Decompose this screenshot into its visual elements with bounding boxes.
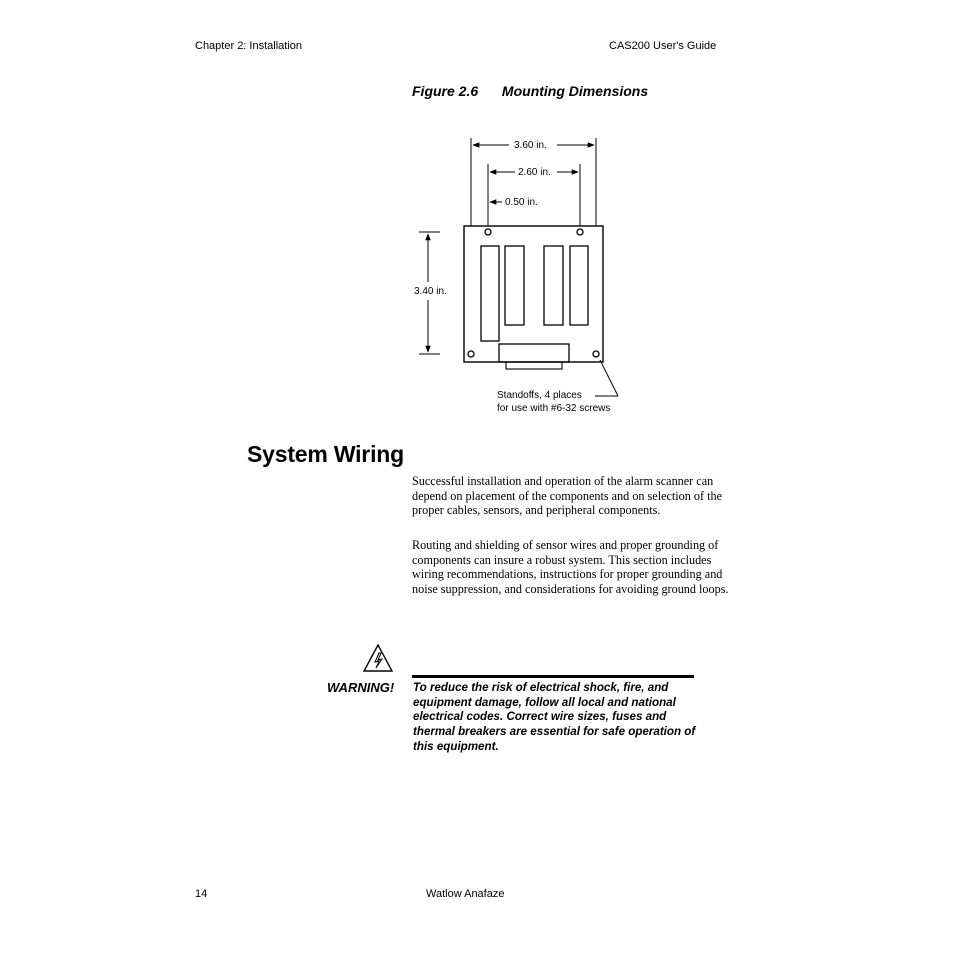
footer-page-number: 14 [195, 888, 208, 900]
section-heading: System Wiring [247, 441, 404, 467]
dsub-connector-body [499, 344, 569, 362]
body-paragraph-2: Routing and shielding of sensor wires and proper grounding of components can insure a robust system. This section includes wiring recommendations, instructions for proper grounding and noise suppression, and considerations for avoiding ground loops. [412, 538, 729, 597]
connector-2 [505, 246, 524, 325]
header-guide-title: CAS200 User's Guide [609, 40, 717, 52]
callout-leader [600, 360, 618, 396]
electrical-hazard-icon [362, 643, 394, 673]
connector-3 [544, 246, 563, 325]
standoff-top-right [577, 229, 583, 235]
standoff-top-left [485, 229, 491, 235]
connector-4 [570, 246, 588, 325]
callout-text-line2: for use with #6-32 screws [497, 403, 611, 414]
warning-rule [412, 675, 694, 678]
dim-label-outer: 3.60 in. [514, 140, 547, 151]
body-paragraph-1: Successful installation and operation of the alarm scanner can depend on placement of the components and on selection of the proper cables, sensors, and peripheral components. [412, 474, 723, 518]
figure-number: Figure 2.6 [412, 83, 479, 99]
warning-label: WARNING! [327, 680, 395, 695]
dsub-connector-shell [506, 362, 562, 369]
callout-text-line1: Standoffs, 4 places [497, 390, 582, 401]
figure-title: Mounting Dimensions [501, 83, 649, 99]
dim-label-inner: 2.60 in. [518, 167, 551, 178]
dim-label-height: 3.40 in. [414, 286, 447, 297]
standoff-bottom-left [468, 351, 474, 357]
connector-1 [481, 246, 499, 341]
warning-text: To reduce the risk of electrical shock, fire, and equipment damage, follow all local and national electrical codes. Correct wire sizes, fuses and thermal breakers are essential for safe operation of this equipment. [413, 681, 696, 753]
dim-label-offset: 0.50 in. [505, 197, 538, 208]
standoff-bottom-right [593, 351, 599, 357]
header-chapter: Chapter 2: Installation [195, 40, 303, 52]
footer-publisher: Watlow Anafaze [426, 888, 505, 900]
